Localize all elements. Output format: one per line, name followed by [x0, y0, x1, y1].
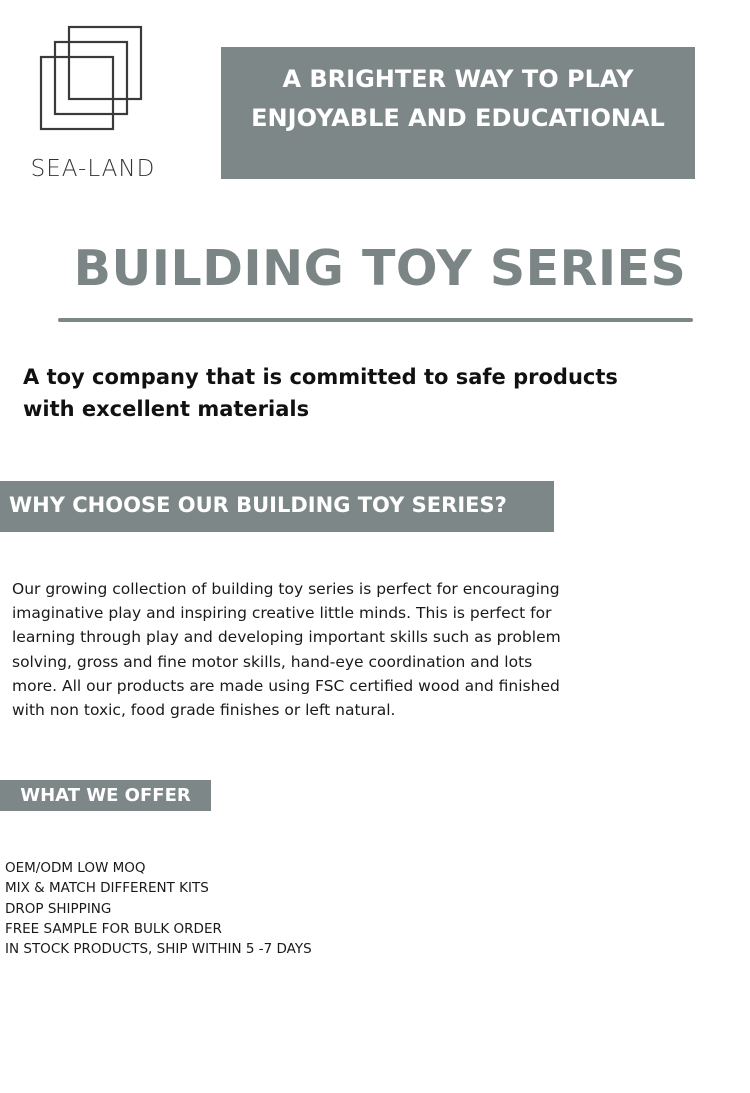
offer-item: OEM/ODM LOW MOQ [5, 860, 146, 876]
offer-item: MIX & MATCH DIFFERENT KITS [5, 880, 209, 897]
what-we-offer-heading: WHAT WE OFFER [20, 785, 191, 806]
paragraph-line: imaginative play and inspiring creative little minds. This is perfect for [12, 604, 552, 623]
paragraph-line: Our growing collection of building toy series is perfect for encouraging [12, 580, 560, 598]
paragraph-line: with non toxic, food grade finishes or left natural. [12, 701, 396, 720]
why-choose-paragraph [12, 577, 612, 722]
paragraph-line: more. All our products are made using FSC certified wood and finished [12, 676, 560, 695]
paragraph-line: learning through play and developing important skills such as problem [12, 628, 561, 647]
offer-item: IN STOCK PRODUCTS, SHIP WITHIN 5 -7 DAYS [5, 941, 312, 958]
intro-line-1: A toy company that is committed to safe products [23, 365, 618, 389]
offer-list [5, 858, 312, 959]
why-choose-banner [0, 481, 554, 532]
logo-wordmark: SEA-LAND [30, 156, 156, 182]
page-title: BUILDING TOY SERIES [73, 240, 687, 297]
stacked-squares-logo-icon [25, 24, 165, 154]
tagline-banner [221, 47, 695, 179]
why-choose-heading: WHY CHOOSE OUR BUILDING TOY SERIES? [9, 493, 507, 517]
offer-item: FREE SAMPLE FOR BULK ORDER [5, 920, 222, 937]
paragraph-line: solving, gross and fine motor skills, hand-eye coordination and lots [12, 652, 533, 671]
what-we-offer-banner [0, 780, 211, 811]
brand-logo [25, 24, 165, 184]
title-divider [58, 318, 693, 322]
tagline-line-2: ENJOYABLE AND EDUCATIONAL [251, 104, 665, 132]
intro-line-2: with excellent materials [23, 397, 310, 421]
tagline-line-1: A BRIGHTER WAY TO PLAY [282, 65, 634, 93]
intro-statement [23, 361, 663, 425]
offer-item: DROP SHIPPING [5, 900, 112, 917]
